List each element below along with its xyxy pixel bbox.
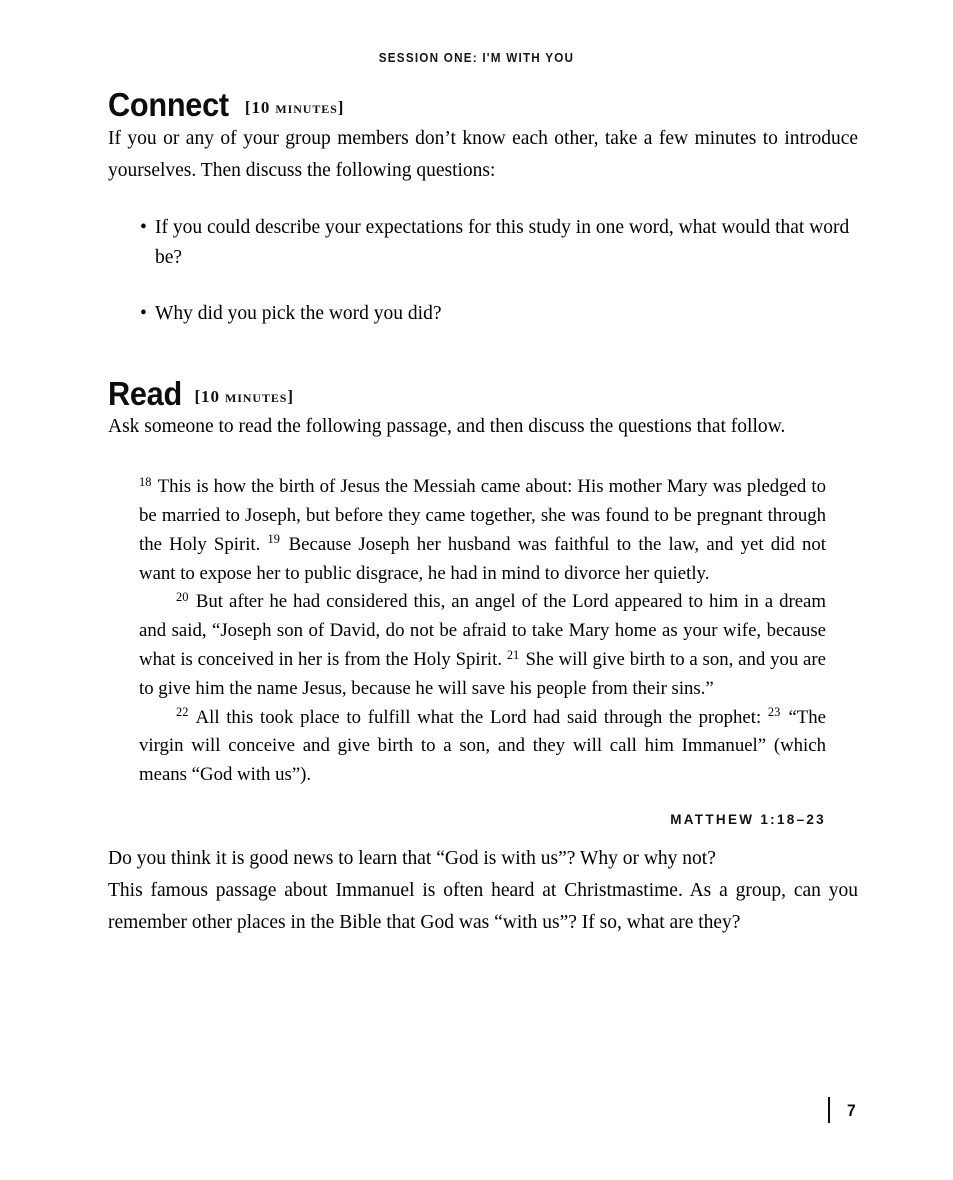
folio-rule-icon <box>828 1097 830 1123</box>
page-content <box>108 88 858 939</box>
scripture-text: Because Joseph her husband was faithful to the law, and yet did not want to expose her to public disgrace, he had in mind to divorce her quietly. <box>139 533 826 584</box>
scripture-citation: MATTHEW 1:18–23 <box>670 812 826 828</box>
closing-question-1: Do you think it is good news to learn that “God is with us”? Why or why not? <box>108 848 716 870</box>
list-item-text: Why did you pick the word you did? <box>155 302 442 324</box>
scripture-text: “The virgin will conceive and give birth to a son, and they will call him Immanuel” (which means “God with us”). <box>139 706 826 786</box>
connect-intro-paragraph: If you or any of your group members don’t know each other, take a few minutes to introduce yourselves. Then discuss the following questions: <box>108 127 858 181</box>
section-heading-connect <box>108 88 858 123</box>
verse-number: 20 <box>176 590 189 605</box>
verse-number: 19 <box>267 532 280 547</box>
bullet-icon: • <box>140 216 147 238</box>
section-heading-read <box>108 374 858 412</box>
list-item <box>108 299 858 329</box>
connect-question-list <box>108 213 858 329</box>
verse-number: 23 <box>767 705 781 720</box>
scripture-passage <box>139 473 826 827</box>
scripture-paragraph <box>139 588 826 703</box>
section-heading-connect-label: Connect <box>108 86 229 123</box>
scripture-text: This is how the birth of Jesus the Messiah came about: His mother Mary was pledged to be married to Joseph, but before they came together, she was found to be pregnant through the Holy Spirit. <box>139 476 826 555</box>
scripture-text: She will give birth to a son, and you are to give him the name Jesus, because he will save his people from their sins.” <box>139 649 826 699</box>
scripture-text: But after he had considered this, an angel of the Lord appeared to him in a dream and said, “Joseph son of David, do not be afraid to take Mary home as your wife, because what is conceived in her is from the Holy Spirit. <box>139 591 826 671</box>
section-duration-read: [10 minutes] <box>194 386 294 406</box>
closing-question-2: This famous passage about Immanuel is often heard at Christmastime. As a group, can you remember other places in the Bible that God was “with us”? If so, what are they? <box>108 880 858 934</box>
section-heading-read-label: Read <box>108 374 182 412</box>
list-item-text: If you could describe your expectations for this study in one word, what would that word be? <box>155 216 850 268</box>
verse-number: 21 <box>506 647 520 662</box>
scripture-paragraph <box>139 704 826 790</box>
verse-number: 18 <box>139 474 152 489</box>
bullet-icon: • <box>140 302 147 324</box>
section-duration-connect: [10 minutes] <box>244 98 345 117</box>
scripture-text: All this took place to fulfill what the Lord had said through the prophet: <box>189 706 768 728</box>
scripture-paragraphs <box>139 473 826 790</box>
verse-number: 22 <box>176 705 189 720</box>
running-header: SESSION ONE: I'M WITH YOU <box>378 50 575 65</box>
read-intro-paragraph: Ask someone to read the following passage, and then discuss the questions that follow. <box>108 416 786 438</box>
scripture-paragraph <box>139 473 826 588</box>
page-number: 7 <box>846 1100 856 1120</box>
list-item <box>108 213 858 273</box>
page-footer <box>828 1096 856 1124</box>
